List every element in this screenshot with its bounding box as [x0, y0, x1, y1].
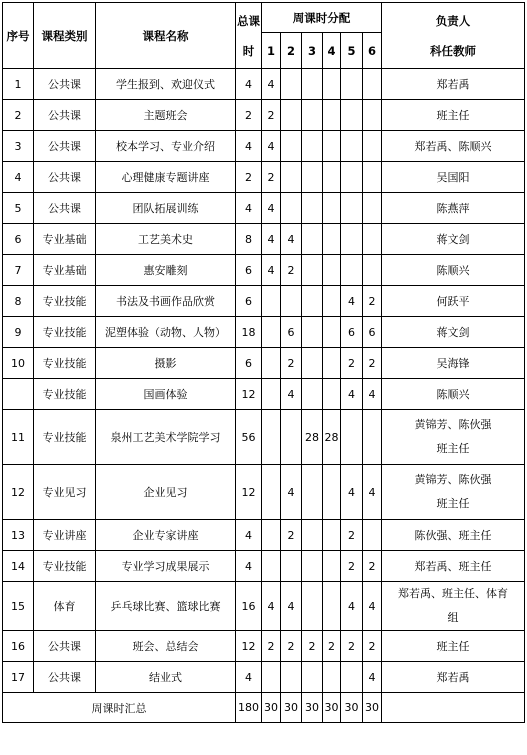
summary-week-6: 30 [363, 693, 382, 723]
header-total-hours [236, 3, 262, 69]
cell-week-3 [302, 224, 323, 255]
cell-teacher: 陈顺兴 [382, 379, 525, 410]
cell-week-3 [302, 255, 323, 286]
cell-week-6 [363, 410, 382, 465]
cell-week-1: 4 [262, 255, 281, 286]
cell-course-name: 专业学习成果展示 [96, 551, 236, 582]
cell-total-hours: 4 [236, 520, 262, 551]
cell-seq: 4 [3, 162, 34, 193]
cell-week-2: 4 [281, 224, 302, 255]
cell-category: 专业基础 [34, 255, 96, 286]
cell-seq: 2 [3, 100, 34, 131]
cell-teacher: 班主任 [382, 631, 525, 662]
cell-week-5 [341, 410, 363, 465]
cell-week-3 [302, 348, 323, 379]
cell-course-name: 校本学习、专业介绍 [96, 131, 236, 162]
header-total-line2: 时 [242, 43, 255, 58]
cell-week-2 [281, 193, 302, 224]
cell-week-1 [262, 317, 281, 348]
cell-week-4 [323, 162, 341, 193]
cell-week-5 [341, 69, 363, 100]
cell-category: 专业技能 [34, 379, 96, 410]
cell-course-name: 乒乓球比赛、篮球比赛 [96, 582, 236, 631]
cell-total-hours: 12 [236, 631, 262, 662]
cell-category: 专业技能 [34, 286, 96, 317]
cell-teacher: 陈燕萍 [382, 193, 525, 224]
cell-week-4 [323, 131, 341, 162]
cell-week-5 [341, 224, 363, 255]
cell-category: 专业技能 [34, 348, 96, 379]
cell-course-name: 团队拓展训练 [96, 193, 236, 224]
cell-week-2 [281, 162, 302, 193]
cell-teacher: 郑若禹 [382, 69, 525, 100]
table-row [3, 551, 525, 582]
table-row [3, 662, 525, 693]
cell-course-name: 结业式 [96, 662, 236, 693]
cell-teacher [382, 465, 525, 520]
header-total-line1: 总课 [237, 13, 260, 28]
cell-week-4 [323, 193, 341, 224]
cell-seq [3, 379, 34, 410]
cell-category: 专业见习 [34, 465, 96, 520]
cell-week-2 [281, 69, 302, 100]
cell-week-3 [302, 317, 323, 348]
header-teacher-line2: 科任教师 [430, 43, 476, 58]
cell-teacher-line: 班主任 [436, 442, 470, 455]
cell-week-4 [323, 224, 341, 255]
table-row [3, 520, 525, 551]
cell-total-hours: 12 [236, 379, 262, 410]
cell-course-name: 泥塑体验（动物、人物） [96, 317, 236, 348]
cell-week-5 [341, 255, 363, 286]
cell-week-6: 4 [363, 465, 382, 520]
cell-total-hours: 4 [236, 662, 262, 693]
cell-teacher-line: 黄锦芳、陈伙强 [414, 473, 492, 486]
cell-total-hours: 4 [236, 69, 262, 100]
cell-week-3 [302, 662, 323, 693]
cell-total-hours: 8 [236, 224, 262, 255]
table-row [3, 631, 525, 662]
cell-week-1 [262, 410, 281, 465]
cell-week-3 [302, 131, 323, 162]
summary-total: 180 [236, 693, 262, 723]
cell-week-4 [323, 348, 341, 379]
cell-total-hours: 6 [236, 348, 262, 379]
cell-week-5: 4 [341, 465, 363, 520]
header-week-2: 2 [281, 33, 302, 69]
header-seq: 序号 [3, 3, 34, 69]
cell-teacher: 班主任 [382, 100, 525, 131]
cell-seq: 16 [3, 631, 34, 662]
summary-week-5: 30 [341, 693, 363, 723]
table-row [3, 317, 525, 348]
cell-week-2: 2 [281, 348, 302, 379]
cell-category: 专业技能 [34, 551, 96, 582]
cell-week-3 [302, 379, 323, 410]
cell-week-6: 4 [363, 582, 382, 631]
cell-total-hours: 16 [236, 582, 262, 631]
cell-week-6 [363, 69, 382, 100]
cell-week-6 [363, 255, 382, 286]
table-body [3, 69, 525, 693]
cell-seq: 13 [3, 520, 34, 551]
cell-course-name: 企业专家讲座 [96, 520, 236, 551]
summary-row [3, 693, 525, 723]
cell-week-2 [281, 410, 302, 465]
cell-week-6 [363, 162, 382, 193]
cell-week-5: 4 [341, 582, 363, 631]
cell-seq: 3 [3, 131, 34, 162]
header-week-4: 4 [323, 33, 341, 69]
cell-week-4 [323, 379, 341, 410]
cell-week-4 [323, 255, 341, 286]
cell-category: 专业讲座 [34, 520, 96, 551]
cell-week-1 [262, 286, 281, 317]
cell-teacher: 蒋文剑 [382, 317, 525, 348]
header-teacher [382, 3, 525, 69]
cell-week-2: 4 [281, 465, 302, 520]
cell-teacher: 吴国阳 [382, 162, 525, 193]
cell-teacher [382, 410, 525, 465]
cell-week-5: 4 [341, 379, 363, 410]
cell-week-2: 2 [281, 520, 302, 551]
table-row [3, 100, 525, 131]
cell-total-hours: 2 [236, 162, 262, 193]
cell-course-name: 企业见习 [96, 465, 236, 520]
cell-course-name: 书法及书画作品欣赏 [96, 286, 236, 317]
table-row [3, 286, 525, 317]
cell-course-name: 学生报到、欢迎仪式 [96, 69, 236, 100]
cell-category: 公共课 [34, 662, 96, 693]
cell-total-hours: 4 [236, 131, 262, 162]
table-row [3, 379, 525, 410]
cell-week-3 [302, 286, 323, 317]
cell-total-hours: 4 [236, 551, 262, 582]
cell-teacher: 郑若禹、班主任 [382, 551, 525, 582]
cell-course-name: 心理健康专题讲座 [96, 162, 236, 193]
summary-week-2: 30 [281, 693, 302, 723]
cell-week-6: 4 [363, 379, 382, 410]
cell-teacher: 陈顺兴 [382, 255, 525, 286]
cell-week-2 [281, 131, 302, 162]
cell-week-3 [302, 162, 323, 193]
cell-seq: 7 [3, 255, 34, 286]
table-row [3, 131, 525, 162]
cell-week-1 [262, 348, 281, 379]
table-row [3, 582, 525, 631]
cell-category: 专业技能 [34, 410, 96, 465]
cell-seq: 17 [3, 662, 34, 693]
cell-category: 公共课 [34, 162, 96, 193]
cell-week-5: 2 [341, 551, 363, 582]
cell-week-6 [363, 224, 382, 255]
cell-teacher: 陈伙强、班主任 [382, 520, 525, 551]
header-week-5: 5 [341, 33, 363, 69]
cell-week-4 [323, 286, 341, 317]
cell-week-4 [323, 317, 341, 348]
cell-week-5: 4 [341, 286, 363, 317]
cell-seq: 9 [3, 317, 34, 348]
cell-week-5: 2 [341, 631, 363, 662]
cell-week-6: 2 [363, 551, 382, 582]
summary-week-1: 30 [262, 693, 281, 723]
cell-week-1: 4 [262, 224, 281, 255]
cell-course-name: 主题班会 [96, 100, 236, 131]
cell-week-3 [302, 582, 323, 631]
table-row [3, 410, 525, 465]
cell-category: 公共课 [34, 69, 96, 100]
cell-seq: 15 [3, 582, 34, 631]
header-teacher-line1: 负责人 [435, 13, 471, 28]
cell-week-6: 4 [363, 662, 382, 693]
cell-week-6: 6 [363, 317, 382, 348]
table-row [3, 224, 525, 255]
cell-week-5 [341, 193, 363, 224]
cell-category: 体育 [34, 582, 96, 631]
cell-category: 专业技能 [34, 317, 96, 348]
table-row [3, 69, 525, 100]
cell-week-6: 2 [363, 348, 382, 379]
header-category: 课程类别 [34, 3, 96, 69]
cell-seq: 10 [3, 348, 34, 379]
cell-week-2: 4 [281, 582, 302, 631]
cell-week-1: 4 [262, 131, 281, 162]
cell-course-name: 工艺美术史 [96, 224, 236, 255]
cell-week-4: 2 [323, 631, 341, 662]
cell-week-1 [262, 379, 281, 410]
cell-seq: 11 [3, 410, 34, 465]
cell-week-1: 2 [262, 162, 281, 193]
cell-week-1 [262, 520, 281, 551]
cell-teacher-line: 班主任 [436, 497, 470, 510]
cell-seq: 1 [3, 69, 34, 100]
cell-week-6 [363, 520, 382, 551]
cell-week-3 [302, 551, 323, 582]
cell-week-1: 4 [262, 582, 281, 631]
cell-week-1 [262, 662, 281, 693]
cell-week-1: 2 [262, 631, 281, 662]
cell-course-name: 国画体验 [96, 379, 236, 410]
cell-seq: 14 [3, 551, 34, 582]
cell-week-5: 2 [341, 348, 363, 379]
header-week-1: 1 [262, 33, 281, 69]
summary-week-4: 30 [323, 693, 341, 723]
cell-teacher-line: 组 [447, 611, 459, 624]
summary-label: 周课时汇总 [3, 693, 236, 723]
cell-total-hours: 4 [236, 193, 262, 224]
cell-week-3 [302, 465, 323, 520]
cell-week-3 [302, 100, 323, 131]
cell-week-1: 4 [262, 193, 281, 224]
cell-week-5 [341, 100, 363, 131]
summary-teacher [382, 693, 525, 723]
cell-teacher: 吴海锋 [382, 348, 525, 379]
cell-course-name: 摄影 [96, 348, 236, 379]
cell-category: 专业基础 [34, 224, 96, 255]
cell-total-hours: 18 [236, 317, 262, 348]
cell-week-2: 2 [281, 631, 302, 662]
cell-seq: 12 [3, 465, 34, 520]
cell-total-hours: 12 [236, 465, 262, 520]
cell-category: 公共课 [34, 131, 96, 162]
cell-seq: 6 [3, 224, 34, 255]
header-week-3: 3 [302, 33, 323, 69]
cell-course-name: 泉州工艺美术学院学习 [96, 410, 236, 465]
cell-week-5: 6 [341, 317, 363, 348]
cell-week-5 [341, 162, 363, 193]
cell-total-hours: 6 [236, 255, 262, 286]
cell-category: 公共课 [34, 100, 96, 131]
cell-week-6 [363, 131, 382, 162]
cell-week-2 [281, 662, 302, 693]
cell-teacher [382, 582, 525, 631]
cell-week-5 [341, 131, 363, 162]
cell-week-4 [323, 662, 341, 693]
cell-week-1: 2 [262, 100, 281, 131]
cell-week-1: 4 [262, 69, 281, 100]
cell-week-3: 2 [302, 631, 323, 662]
table-row [3, 162, 525, 193]
cell-teacher: 郑若禹 [382, 662, 525, 693]
cell-week-6 [363, 193, 382, 224]
cell-seq: 8 [3, 286, 34, 317]
cell-week-2 [281, 100, 302, 131]
cell-teacher: 何跃平 [382, 286, 525, 317]
cell-week-3 [302, 193, 323, 224]
cell-week-4 [323, 100, 341, 131]
table-row [3, 348, 525, 379]
cell-total-hours: 56 [236, 410, 262, 465]
table-row [3, 465, 525, 520]
cell-total-hours: 2 [236, 100, 262, 131]
cell-teacher: 郑若禹、陈顺兴 [382, 131, 525, 162]
cell-category: 公共课 [34, 193, 96, 224]
cell-week-4 [323, 520, 341, 551]
cell-week-2 [281, 286, 302, 317]
cell-week-4 [323, 69, 341, 100]
cell-teacher: 蒋文剑 [382, 224, 525, 255]
cell-week-3 [302, 520, 323, 551]
cell-teacher-line: 郑若禹、班主任、体育 [398, 587, 508, 600]
cell-course-name: 惠安雕刻 [96, 255, 236, 286]
cell-week-6 [363, 100, 382, 131]
header-course-name: 课程名称 [96, 3, 236, 69]
cell-week-2: 6 [281, 317, 302, 348]
cell-teacher-line: 黄锦芳、陈伙强 [414, 418, 492, 431]
header-week-6: 6 [363, 33, 382, 69]
header-weekly-distribution: 周课时分配 [262, 3, 382, 33]
cell-week-5: 2 [341, 520, 363, 551]
cell-week-1 [262, 465, 281, 520]
course-schedule-table [2, 2, 525, 723]
cell-week-2 [281, 551, 302, 582]
table-row [3, 255, 525, 286]
cell-week-6: 2 [363, 286, 382, 317]
cell-week-2: 2 [281, 255, 302, 286]
cell-week-1 [262, 551, 281, 582]
cell-week-4 [323, 465, 341, 520]
summary-week-3: 30 [302, 693, 323, 723]
cell-week-3 [302, 69, 323, 100]
cell-week-2: 4 [281, 379, 302, 410]
cell-category: 公共课 [34, 631, 96, 662]
table-row [3, 193, 525, 224]
cell-course-name: 班会、总结会 [96, 631, 236, 662]
cell-total-hours: 6 [236, 286, 262, 317]
cell-week-5 [341, 662, 363, 693]
cell-week-4 [323, 582, 341, 631]
cell-week-4: 28 [323, 410, 341, 465]
cell-week-3: 28 [302, 410, 323, 465]
cell-week-4 [323, 551, 341, 582]
cell-seq: 5 [3, 193, 34, 224]
cell-week-6: 2 [363, 631, 382, 662]
